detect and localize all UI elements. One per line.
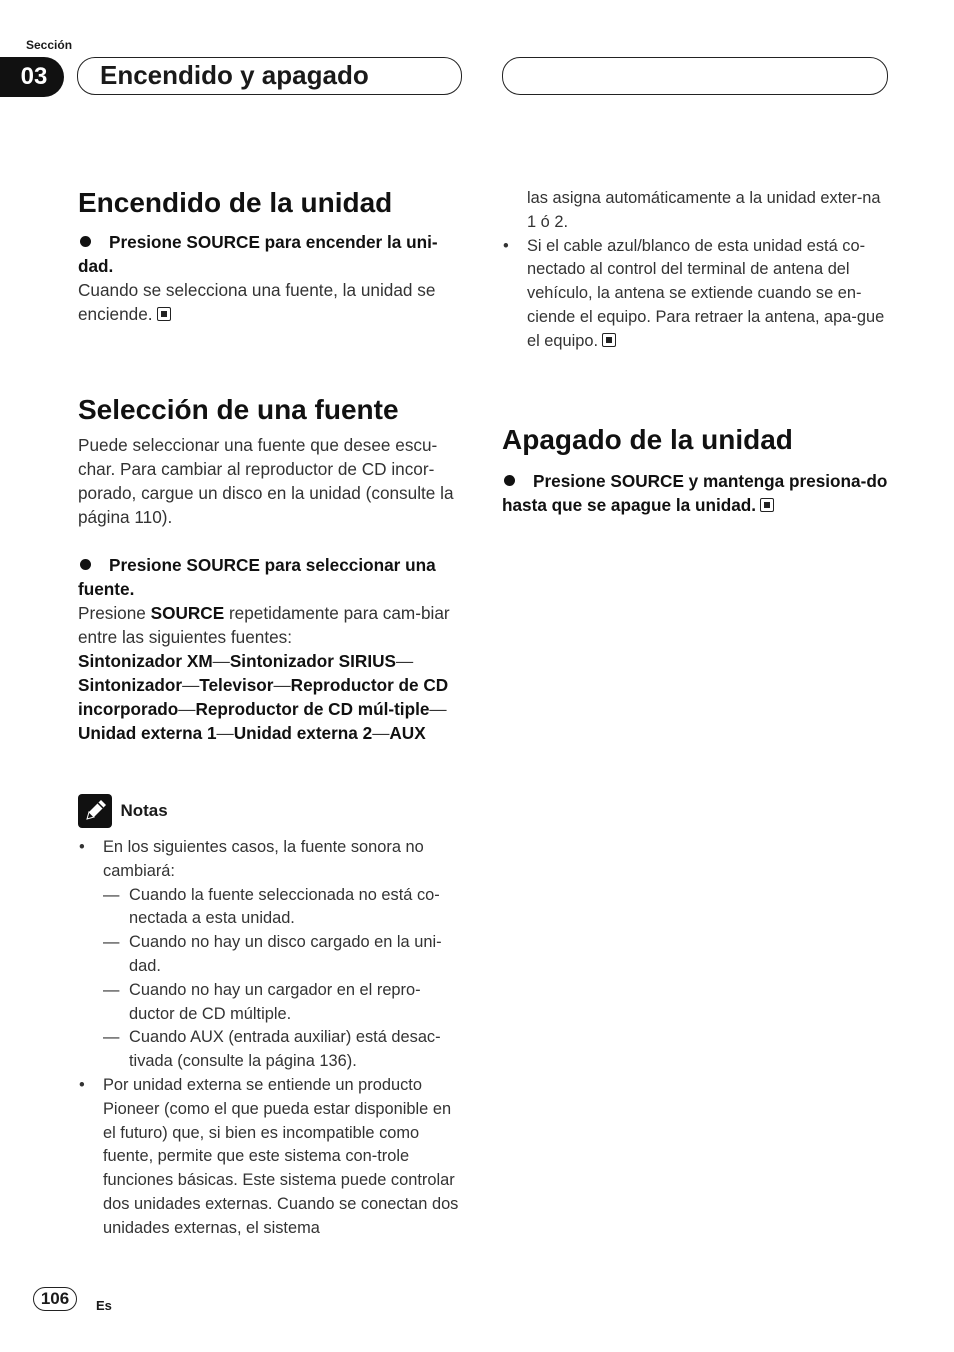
page-number: 106 bbox=[33, 1287, 77, 1311]
list-item: — Cuando AUX (entrada auxiliar) está desac-tivada (consulte la página 136). bbox=[103, 1028, 441, 1071]
source-separator: — bbox=[429, 699, 447, 719]
language-code: Es bbox=[96, 1298, 112, 1313]
end-mark-icon bbox=[760, 498, 774, 512]
section-number-badge: 03 bbox=[0, 57, 64, 97]
source-item: Unidad externa 1 bbox=[78, 723, 217, 743]
instruction-seleccion: Presione SOURCE para seleccionar una fuente. bbox=[78, 555, 436, 599]
section-title-apagado: Apagado de la unidad bbox=[502, 424, 793, 455]
notes-block bbox=[78, 794, 466, 1241]
pencil-icon bbox=[78, 794, 112, 828]
source-separator: — bbox=[212, 651, 230, 671]
instruction-apagado: Presione SOURCE y mantenga presiona-do hasta que se apague la unidad. bbox=[502, 471, 888, 515]
section-seleccion bbox=[78, 393, 466, 745]
source-item: AUX bbox=[389, 723, 426, 743]
bullet-dot-icon bbox=[504, 475, 515, 486]
section-label: Sección bbox=[26, 38, 73, 52]
text-seleccion: Presione SOURCE repetidamente para cam-biar entre las siguientes fuentes: bbox=[78, 603, 450, 647]
list-item: — Cuando la fuente seleccionada no está co-nectada a esta unidad. bbox=[103, 885, 440, 928]
text-encendido: Cuando se selecciona una fuente, la unidad se enciende. bbox=[78, 280, 436, 324]
notes-title: Notas bbox=[120, 801, 168, 820]
end-mark-icon bbox=[157, 307, 171, 321]
source-item: Reproductor de CD múl-tiple bbox=[195, 699, 430, 719]
list-item: — Cuando no hay un disco cargado en la uni-dad. bbox=[103, 933, 442, 975]
source-separator: — bbox=[216, 723, 234, 743]
section-title-encendido: Encendido de la unidad bbox=[78, 187, 393, 218]
list-item: — Cuando no hay un cargador en el repro-ductor de CD múltiple. bbox=[103, 980, 421, 1023]
bullet-dot-icon bbox=[80, 236, 91, 247]
bullet-dot-icon bbox=[80, 559, 91, 570]
text-seleccion-intro: Puede seleccionar una fuente que desee escu-char. Para cambiar al reproductor de CD incor-porado, cargue un disco en la unidad (consulte la página 110). bbox=[78, 435, 454, 527]
source-separator: — bbox=[178, 699, 196, 719]
list-item: las asigna automáticamente a la unidad exter-na 1 ó 2. bbox=[527, 189, 881, 231]
header-empty-frame bbox=[502, 57, 888, 95]
section-apagado bbox=[502, 423, 890, 517]
source-sequence bbox=[78, 649, 466, 745]
source-separator: — bbox=[372, 723, 390, 743]
source-item: Reproductor de CD incorporado bbox=[78, 675, 449, 719]
list-item: • Si el cable azul/blanco de esta unidad está co-nectado al control del terminal de antena del vehículo, la antena se extiende cuando se en-ciende el equipo. Para retraer la antena, apa-gue el equipo. bbox=[503, 236, 885, 350]
end-mark-icon bbox=[602, 333, 616, 347]
notes-list bbox=[78, 836, 466, 1241]
source-item: Unidad externa 2 bbox=[233, 723, 373, 743]
source-separator: — bbox=[395, 651, 414, 671]
source-separator: — bbox=[182, 675, 200, 695]
section-title-seleccion: Selección de una fuente bbox=[78, 394, 399, 425]
list-item: • En los siguientes casos, la fuente sonora no cambiará: bbox=[79, 838, 424, 880]
right-notes-continued bbox=[502, 187, 890, 354]
list-item: • Por unidad externa se entiende un producto Pioneer (como el que pueda estar disponible en el futuro) que, si bien es incompatible como fuente, permite que este sistema con-trole funciones básicas. Este sistema puede controlar dos unidades externas. Cuando se conectan dos unidades externas, el sistema bbox=[79, 1075, 459, 1237]
section-encendido bbox=[78, 186, 466, 326]
source-item: Sintonizador bbox=[78, 675, 183, 695]
instruction-encendido: Presione SOURCE para encender la uni-dad. bbox=[78, 232, 438, 276]
source-item: Televisor bbox=[199, 675, 274, 695]
header-title: Encendido y apagado bbox=[100, 60, 369, 90]
source-item: Sintonizador XM bbox=[78, 651, 213, 671]
source-item: Sintonizador SIRIUS bbox=[229, 651, 396, 671]
source-separator: — bbox=[273, 675, 291, 695]
